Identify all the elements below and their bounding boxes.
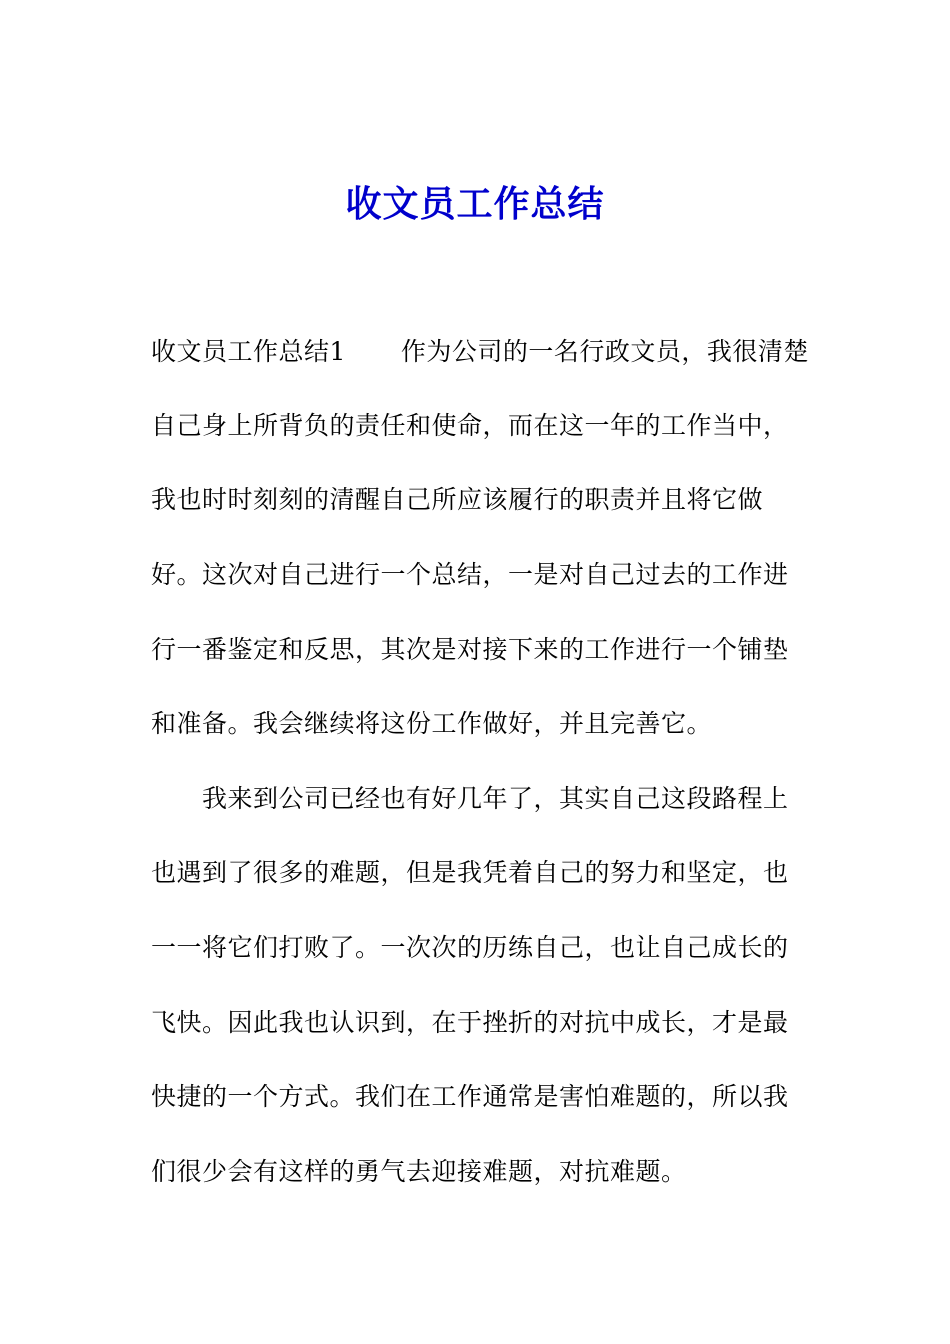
paragraph-line: 我也时时刻刻的清醒自己所应该履行的职责并且将它做 — [151, 485, 764, 514]
paragraph-line — [151, 334, 809, 370]
paragraph-line: 们很少会有这样的勇气去迎接难题，对抗难题。 — [151, 1157, 687, 1186]
paragraph-line: 和准备。我会继续将这份工作做好，并且完善它。 — [151, 709, 713, 738]
paragraph-line: 行一番鉴定和反思，其次是对接下来的工作进行一个铺垫 — [151, 635, 789, 664]
section-heading: 收文员工作总结1 — [151, 337, 346, 366]
paragraph-line: 我来到公司已经也有好几年了，其实自己这段路程上 — [202, 784, 789, 813]
paragraph-line: 好。这次对自己进行一个总结，一是对自己过去的工作进 — [151, 560, 789, 589]
paragraph-text: 作为公司的一名行政文员，我很清楚 — [400, 337, 809, 366]
paragraph-line: 也遇到了很多的难题，但是我凭着自己的努力和坚定，也 — [151, 858, 789, 887]
paragraph-line: 一一将它们打败了。一次次的历练自己，也让自己成长的 — [151, 933, 789, 962]
paragraph-line: 飞快。因此我也认识到，在于挫折的对抗中成长，才是最 — [151, 1008, 789, 1037]
paragraph-line: 快捷的一个方式。我们在工作通常是害怕难题的，所以我 — [151, 1082, 789, 1111]
document-title: 收文员工作总结 — [345, 183, 605, 225]
paragraph-line: 自己身上所背负的责任和使命，而在这一年的工作当中， — [151, 411, 789, 440]
